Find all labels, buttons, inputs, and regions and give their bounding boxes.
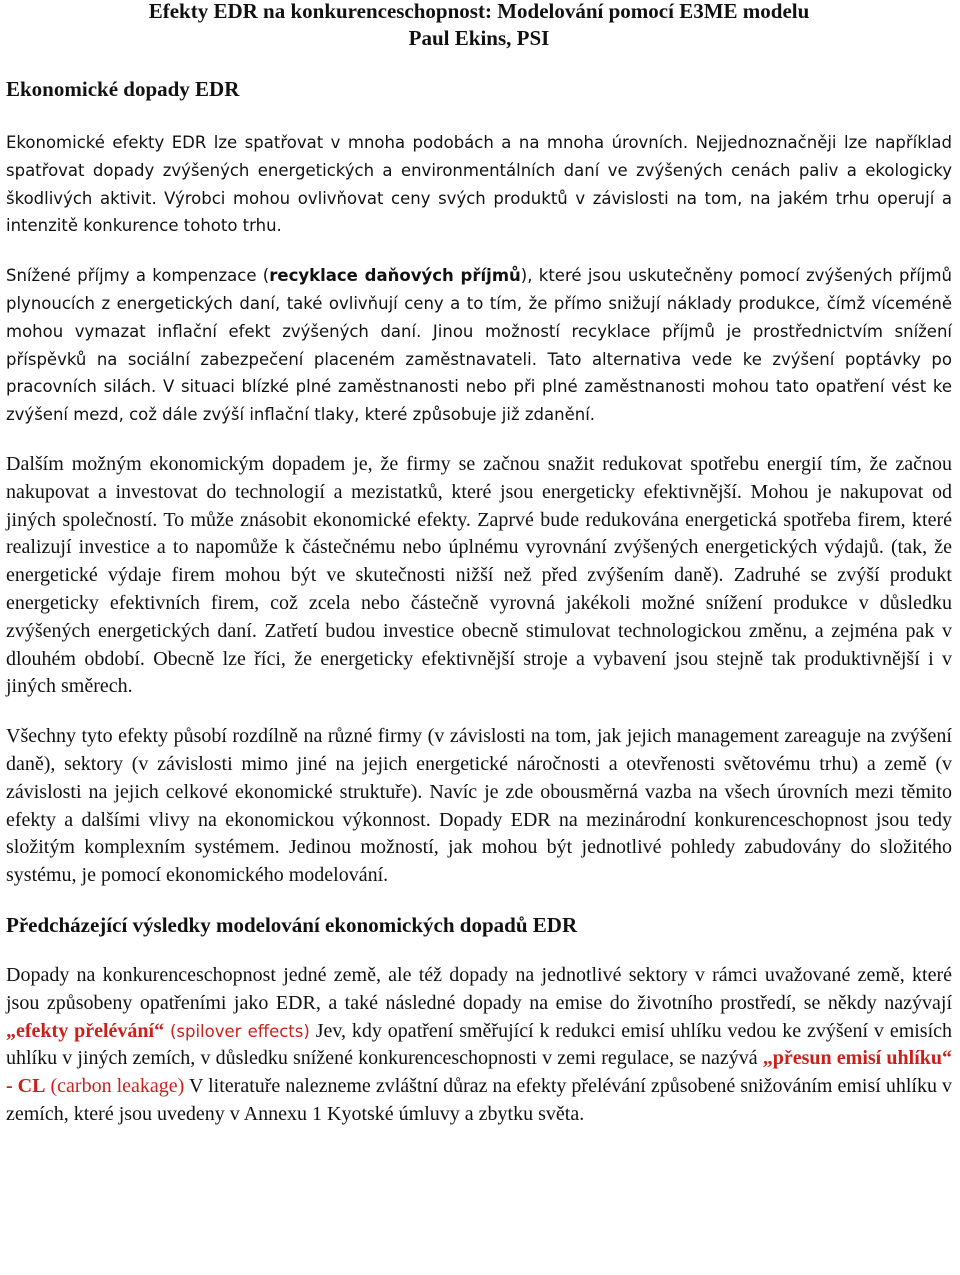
document-page	[6, 0, 952, 1129]
section-heading-economic-impacts: Ekonomické dopady EDR	[6, 77, 240, 101]
text-run: Jinou možností recyklace příjmů je prostřednictvím snížení příspěvků na sociální zabezpečení placeném zaměstnavateli. Tato alternativa vede ke zvýšení poptávky po pracovních silách. V situaci blízké plné zaměstnanosti nebo při plné zaměstnanosti mohou tato opatření vést ke zvýšení mezd, což dále zvýší inflační tlaky, které způsobuje již zdanění.	[6, 321, 953, 425]
paragraph	[6, 129, 952, 240]
paragraph-sentence: Výrobci mohou ovlivňovat ceny svých produktů v závislosti na tom, na jakém trhu operují a intenzitě konkurence tohoto trhu.	[6, 188, 952, 236]
highlighted-term-english: leakage)	[116, 1075, 185, 1098]
text-run: V literatuře nalezneme zvláštní důraz na efekty přelévání způsobené snižováním emisí uhlíku v zemích, které jsou uvedeny v Annexu 1 Kyotské úmluvy a zbytku světa.	[6, 1075, 952, 1125]
paragraph	[6, 962, 952, 1129]
section-heading-previous-results: Předcházející výsledky modelování ekonomických dopadů EDR	[6, 912, 578, 937]
highlighted-term: „přesun emisí uhlíku“ - CL	[6, 1047, 952, 1098]
bold-term: recyklace daňových příjmů	[269, 266, 521, 286]
author-line: Paul Ekins, PSI	[408, 26, 550, 50]
paragraph	[6, 262, 952, 429]
text-run: Dopady na konkurenceschopnost jedné země, ale též dopady na jednotlivé sektory v rámci uvažované země, které jsou způsobeny opatřeními jako EDR, a také následné dopady na emise do životního prostředí, se někdy nazývají	[6, 963, 952, 1014]
text-run: Snížené příjmy a kompenzace (	[6, 266, 270, 286]
paragraph: Dalším možným ekonomickým dopadem je, že firmy se začnou snažit redukovat spotřebu energií tím, že začnou nakupovat a investovat do technologií a mezistatků, které jsou energeticky efektivnější. Mohou je nakupovat od jiných společností. To může znásobit ekonomické efekty. Zaprvé bude redukována energetická spotřeba firem, které realizují investice a to napomůže k částečnému nebo úplnému vyrovnání zvýšených energetických výdajů. (tak, že energetické výdaje firem mohou být ve skutečnosti nižší než před zvýšením daně). Zadruhé se zvýší produkt energeticky efektivních firem, což zcela nebo částečně vyrovná jakékoli možné snížení produkce v důsledku zvýšených energetických daní. Zatřetí budou investice obecně stimulovat technologickou změnu, a zejména pak v dlouhém období. Obecně lze říci, že energeticky efektivnější stroje a vybavení jsou stejně tak produktivnější i v jiných směrech.	[6, 452, 952, 698]
title-line: Efekty EDR na konkurenceschopnost: Modelování pomocí E3ME modelu	[148, 0, 810, 23]
paragraph: Všechny tyto efekty působí rozdílně na různé firmy (v závislosti na tom, jak jejich management zareaguje na zvýšení daně), sektory (v závislosti mimo jiné na jejich energetické náročnosti a otevřenosti světovému trhu) a země (v závislosti na jejich celkové ekonomické struktuře). Navíc je zde obousměrná vazba na všech úrovních mezi těmito efekty a dalšími vlivy na ekonomickou výkonnost. Dopady EDR na mezinárodní konkurenceschopnost jsou tedy složitým komplexním systémem. Jedinou možností, jak mohou být jednotlivé pohledy zabudovány do složitého systému, je pomocí ekonomického modelování.	[6, 725, 952, 887]
text-run: Jev, kdy opatření směřující k redukci emisí uhlíku vedou ke zvýšení v emisích uhlíku v jiných zemích, v důsledku snížené konkurenceschopnosti v zemi regulace, se nazývá	[6, 1019, 953, 1070]
highlighted-term: „efekty přelévání“	[6, 1019, 165, 1042]
text-run: ), které jsou uskutečněny pomocí zvýšených příjmů plynoucích z energetických daní, také ovlivňují ceny a to tím, že přímo snižují náklady produkce, čímž víceméně mohou vymazat inflační efekt zvýšených daní.	[6, 266, 952, 341]
document-title	[6, 0, 952, 52]
paragraph-sentence: Ekonomické efekty EDR lze spatřovat v mnoha podobách a na mnoha úrovních. Nejjednoznačněji lze například spatřovat dopady zvýšených energetických a environmentálních daní ve zvýšených cenách paliv a ekologicky škodlivých aktivit.	[6, 133, 952, 208]
highlighted-term-english: (carbon	[50, 1075, 112, 1098]
highlighted-term-english: (spilover effects)	[169, 1021, 310, 1041]
